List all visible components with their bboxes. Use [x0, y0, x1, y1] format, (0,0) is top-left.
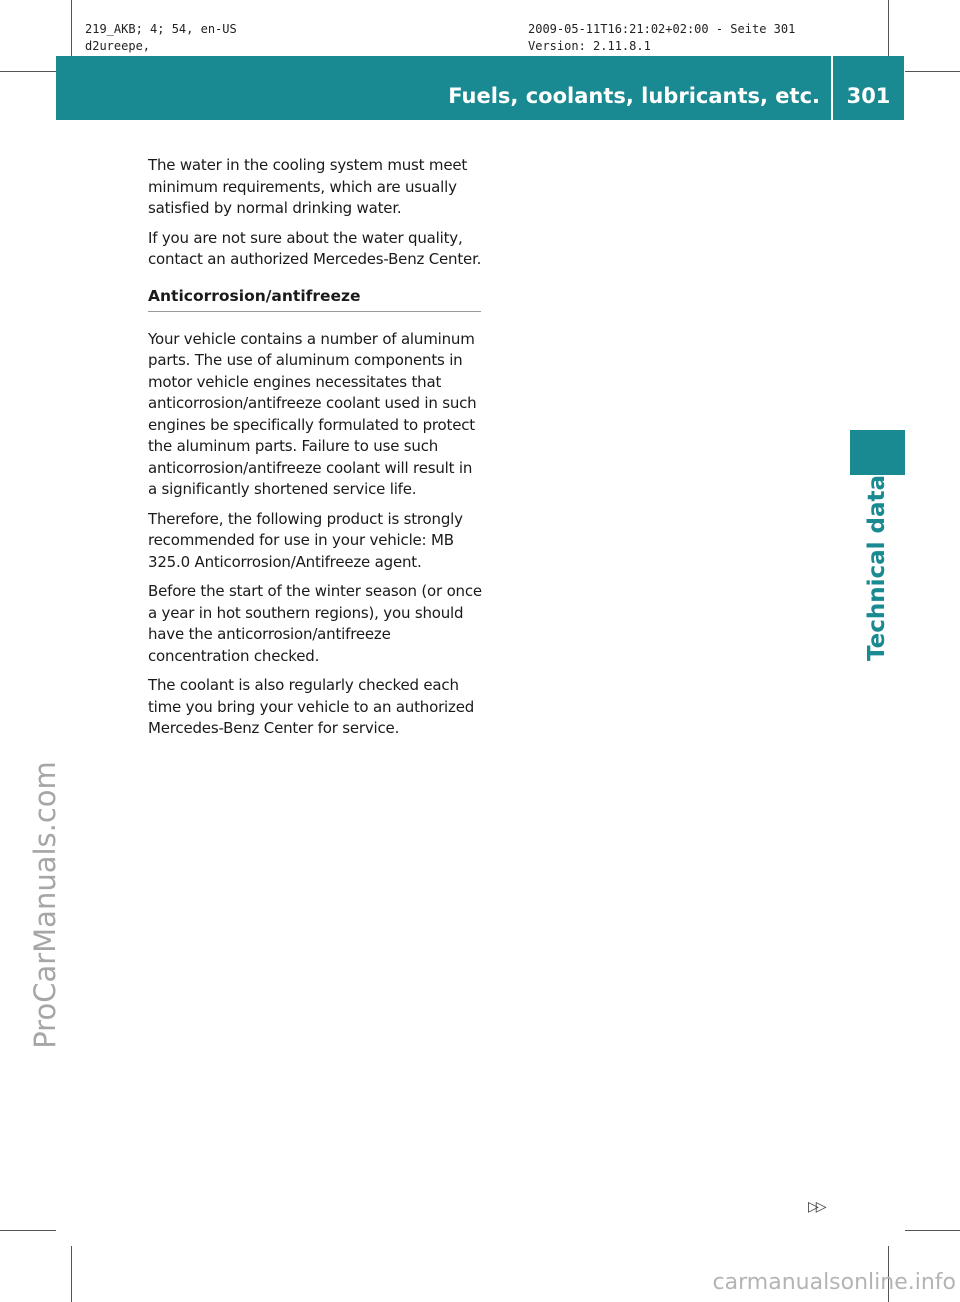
slug-right-line1: 2009-05-11T16:21:02+02:00 - Seite 301: [528, 22, 796, 36]
section-tab-label: Technical data: [864, 474, 890, 662]
crop-mark-bottom-left: [0, 1230, 56, 1231]
section-paragraph-3: Before the start of the winter season (or once a year in hot southern regions), you should have the anticorrosion/antifreeze concentration checked.: [148, 582, 482, 665]
section-tab-marker: [850, 430, 905, 475]
section-paragraph-1: Your vehicle contains a number of aluminum parts. The use of aluminum components in motor vehicle engines necessitates that anticorrosion/antifreeze coolant used in such engines be specifically formulated to protect the aluminum parts. Failure to use such anticorrosion/antifreeze coolant will result in a significantly shortened service life.: [148, 329, 477, 498]
page-number: 301: [846, 84, 891, 108]
section-heading: Anticorrosion/antifreeze: [148, 285, 481, 312]
crop-mark-top-right-vertical: [888, 0, 889, 56]
main-column: [148, 155, 484, 748]
page-title: Fuels, coolants, lubricants, etc.: [448, 84, 820, 108]
footer-watermark: carmanualsonline.info: [712, 1270, 956, 1295]
crop-mark-top-left: [0, 71, 56, 72]
side-watermark: ProCarManuals.com: [28, 761, 62, 1049]
intro-paragraph-2: If you are not sure about the water quality, contact an authorized Mercedes-Benz Center.: [148, 228, 482, 268]
slug-left: [85, 21, 237, 55]
slug-right-line2: Version: 2.11.8.1: [528, 39, 651, 53]
section-paragraph-4: The coolant is also regularly checked each time you bring your vehicle to an authorized Mercedes-Benz Center for service.: [148, 676, 475, 737]
section-paragraph-2: Therefore, the following product is strongly recommended for use in your vehicle: MB 325.0 Anticorrosion/Antifreeze agent.: [148, 509, 463, 571]
intro-paragraph-1: The water in the cooling system must meet minimum requirements, which are usually satisfied by normal drinking water.: [148, 156, 468, 217]
slug-left-line1: 219_AKB; 4; 54, en-US: [85, 22, 237, 36]
continue-arrows-icon: ▷▷: [808, 1199, 824, 1215]
crop-mark-bottom-right: [905, 1230, 960, 1231]
slug-right: [528, 21, 795, 55]
crop-mark-top-right: [905, 71, 960, 72]
crop-mark-bottom-left-vertical: [71, 1246, 72, 1302]
crop-mark-top-left-vertical: [71, 0, 72, 56]
slug-left-line2: d2ureepe,: [85, 39, 151, 53]
